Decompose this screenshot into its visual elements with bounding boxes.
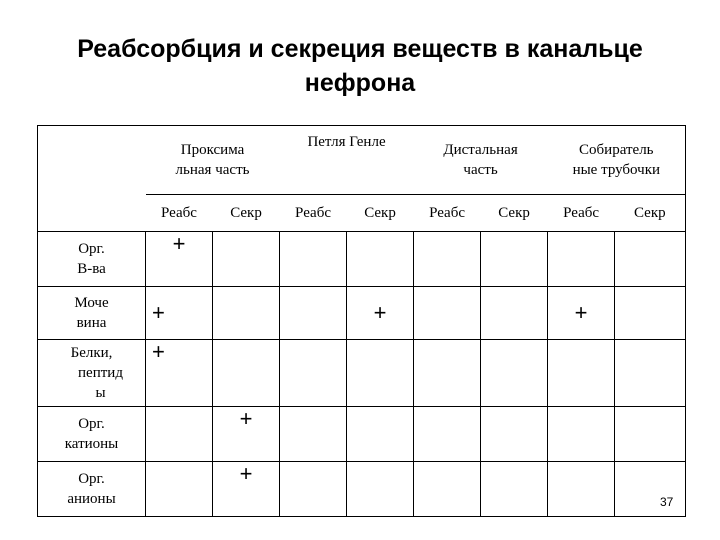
mark-cell [481, 407, 548, 462]
header-row-processes [38, 195, 686, 232]
segment-header-distal-line1: Дистальная [443, 142, 518, 158]
subheader-cell: Реабс [146, 195, 213, 232]
mark-cell [414, 287, 481, 340]
mark-cell: + [213, 407, 280, 462]
mark-cell [548, 340, 615, 407]
mark-cell [213, 287, 280, 340]
row-label-line2: вина [76, 315, 107, 331]
mark-cell [414, 232, 481, 287]
mark-cell [414, 340, 481, 407]
table-row [38, 462, 686, 517]
mark-cell [280, 462, 347, 517]
subheader-cell: Секр [481, 195, 548, 232]
mark-cell: + [146, 232, 213, 287]
row-label [38, 340, 146, 407]
segment-header-distal [414, 126, 548, 195]
row-label-line1: Моче [74, 295, 109, 311]
row-label [38, 462, 146, 517]
mark-cell [615, 340, 686, 407]
table-row [38, 340, 686, 407]
mark-cell [347, 340, 414, 407]
subheader-cell: Секр [213, 195, 280, 232]
subheader-cell: Реабс [548, 195, 615, 232]
slide-title-line2: нефрона [304, 69, 416, 97]
mark-cell [481, 287, 548, 340]
slide-title-line1: Реабсорбция и секреция веществ в канальце [77, 35, 643, 63]
segment-header-collecting-line1: Собиратель [579, 142, 654, 158]
segment-header-proximal [146, 126, 280, 195]
mark-cell [280, 407, 347, 462]
table-row [38, 287, 686, 340]
row-label-line2: анионы [67, 491, 116, 507]
mark-cell [615, 407, 686, 462]
segment-header-proximal-line2: льная часть [175, 162, 250, 178]
mark-cell: + [146, 287, 213, 340]
mark-cell [414, 462, 481, 517]
segment-header-henle-line1: Петля Генле [307, 134, 386, 150]
row-label [38, 287, 146, 340]
mark-cell [146, 462, 213, 517]
corner-cell-lower [38, 195, 146, 232]
mark-cell: + [548, 287, 615, 340]
mark-cell [548, 407, 615, 462]
mark-cell [146, 407, 213, 462]
mark-cell [347, 407, 414, 462]
segment-header-collecting-line2: ные трубочки [572, 162, 661, 178]
segment-header-collecting [548, 126, 686, 195]
mark-cell [280, 340, 347, 407]
row-label-line1: Орг. [78, 241, 105, 257]
subheader-cell: Секр [347, 195, 414, 232]
segment-header-distal-line2: часть [463, 162, 498, 178]
mark-cell [615, 287, 686, 340]
row-label-line3: ы [95, 385, 106, 401]
mark-cell [347, 462, 414, 517]
page-number: 37 [660, 495, 674, 509]
segment-header-proximal-line1: Проксима [180, 142, 245, 158]
mark-cell [481, 340, 548, 407]
mark-cell [213, 232, 280, 287]
corner-cell [38, 126, 146, 195]
mark-cell: + [213, 462, 280, 517]
table-row [38, 407, 686, 462]
subheader-cell: Реабс [280, 195, 347, 232]
mark-cell: + [146, 340, 213, 407]
mark-cell [347, 232, 414, 287]
mark-cell [280, 287, 347, 340]
mark-cell [548, 462, 615, 517]
mark-cell [548, 232, 615, 287]
row-label-line2: В-ва [77, 261, 106, 277]
row-label-line2: пептид [78, 365, 123, 381]
mark-cell: + [347, 287, 414, 340]
slide-title [0, 32, 720, 100]
row-label-line1: Белки, [70, 345, 113, 361]
mark-cell [213, 340, 280, 407]
subheader-cell: Реабс [414, 195, 481, 232]
segment-header-henle [280, 126, 414, 195]
subheader-cell: Секр [615, 195, 686, 232]
mark-cell [481, 232, 548, 287]
row-label-line2: катионы [64, 436, 119, 452]
mark-cell [615, 462, 686, 517]
row-label-line1: Орг. [78, 471, 105, 487]
row-label [38, 232, 146, 287]
mark-cell [615, 232, 686, 287]
transport-table [37, 125, 686, 517]
table-row [38, 232, 686, 287]
mark-cell [481, 462, 548, 517]
mark-cell [414, 407, 481, 462]
row-label-line1: Орг. [78, 416, 105, 432]
mark-cell [280, 232, 347, 287]
row-label [38, 407, 146, 462]
header-row-segments [38, 126, 686, 195]
